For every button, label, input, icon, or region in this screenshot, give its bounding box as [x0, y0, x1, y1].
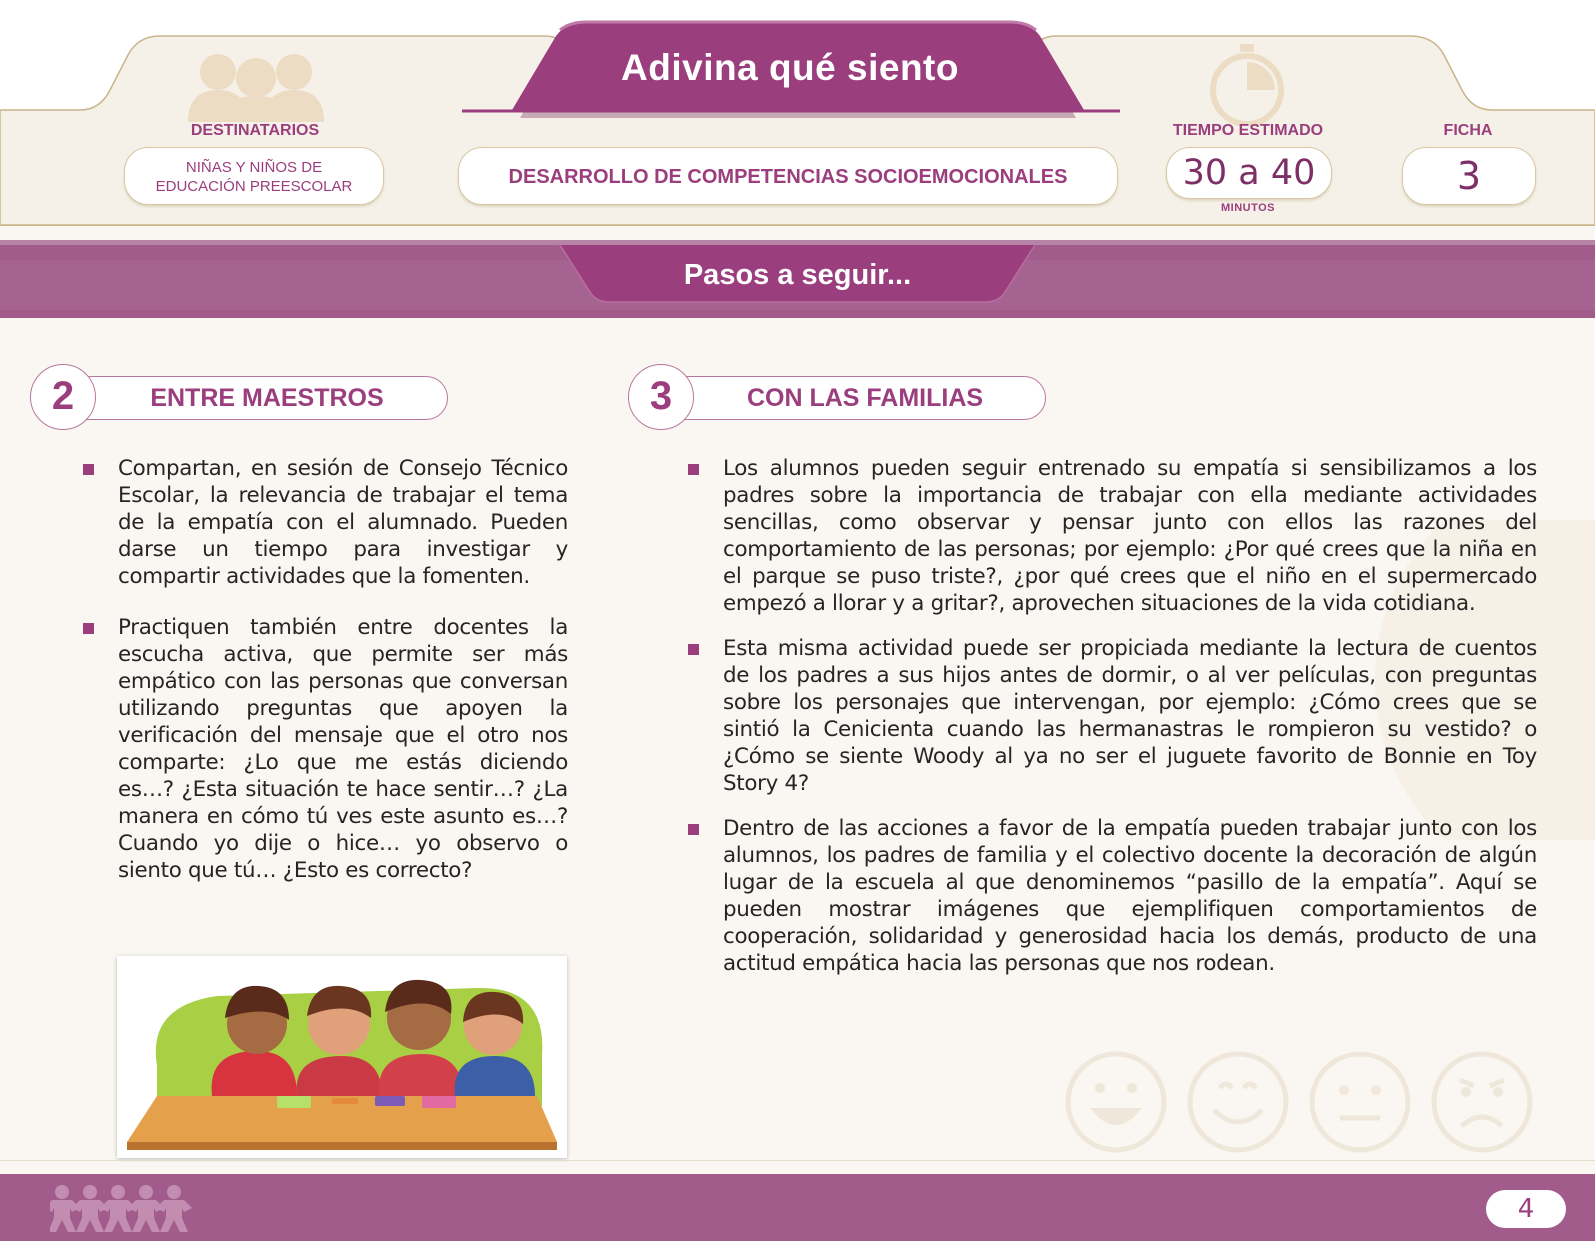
- section-title: CON LAS FAMILIAS: [684, 376, 1046, 420]
- entre-maestros-list: [118, 455, 568, 884]
- con-las-familias-list: [723, 455, 1537, 995]
- tiempo-unit: MINUTOS: [1220, 202, 1276, 214]
- list-item: Dentro de las acciones a favor de la empatía pueden trabajar junto con los alumnos, los padres de familia y el colectivo docente la decoración de algún lugar de la escuela al que denominemos “pasillo de la empatía”. Aquí se pueden mostrar imágenes que ejemplifiquen comportamientos de cooperación, solidaridad y generosidad hacia los demás, producto de una actitud empática hacia las personas que nos rodean.: [723, 815, 1537, 977]
- bullet-square-icon: [83, 464, 94, 475]
- destinatarios-label: DESTINATARIOS: [190, 122, 320, 139]
- list-item: Compartan, en sesión de Consejo Técnico Escolar, la relevancia de trabajar el tema de la empatía con el alumnado. Pueden darse un tiempo para investigar y compartir actividades que la fomenten.: [118, 455, 568, 590]
- bullet-square-icon: [83, 623, 94, 634]
- list-item: Los alumnos pueden seguir entrenado su empatía si sensibilizamos a los padres sobre la importancia de trabajar con ella mediante actividades sencillas, como observar y pensar junto con ellos las razones del comportamiento de las personas; por ejemplo: ¿Por qué crees que la niña en el parque se puso triste?, ¿por qué crees que el niño en el supermercado empezó a llorar y a gritar?, aprovechen situaciones de la vida cotidiana.: [723, 455, 1537, 617]
- destinatarios-pill: [124, 147, 384, 205]
- timer-icon: [1206, 44, 1288, 126]
- footer-divider: [0, 1160, 1595, 1161]
- tiempo-value: 30 a 40: [1166, 147, 1332, 199]
- section-number: 2: [30, 364, 96, 430]
- section-title: ENTRE MAESTROS: [86, 376, 448, 420]
- tiempo-label: TIEMPO ESTIMADO: [1172, 122, 1324, 139]
- section-number: 3: [628, 364, 694, 430]
- page-header: [0, 0, 1595, 226]
- destinatarios-line1: NIÑAS Y NIÑOS DE: [185, 159, 323, 176]
- pasos-title: Pasos a seguir...: [683, 259, 912, 291]
- activity-title: Adivina qué siento: [621, 47, 959, 88]
- people-icon: [188, 50, 324, 122]
- paper-chain-people-icon: [50, 1184, 195, 1234]
- ficha-value: 3: [1402, 147, 1536, 205]
- destinatarios-line2: EDUCACIÓN PREESCOLAR: [155, 178, 353, 195]
- list-item: Practiquen también entre docentes la escucha activa, que permite ser más empático con las personas que conversan utilizando preguntas que apoyen la verificación del mensaje que el otro nos comparte: ¿Lo que me estás diciendo es…? ¿Esta situación te hace sentir…? ¿La manera en cómo tú ves este asunto es…? Cuando yo dije o hice… yo observo o siento que tú… ¿Esto es correcto?: [118, 614, 568, 884]
- bullet-square-icon: [688, 824, 699, 835]
- children-illustration: [117, 956, 567, 1158]
- bullet-square-icon: [688, 464, 699, 475]
- ficha-label: FICHA: [1443, 122, 1493, 139]
- bullet-square-icon: [688, 644, 699, 655]
- page-footer: [0, 1174, 1595, 1241]
- page-number: 4: [1486, 1190, 1566, 1228]
- list-item: Esta misma actividad puede ser propiciada mediante la lectura de cuentos de los padres a sus hijos antes de dormir, o al ver películas, con preguntas sobre los personajes que intervengan, por ejemplo: ¿Cómo crees que se sintió la Cenicienta cuando las hermanastras le rompieron su vestido? o ¿Cómo se siente Woody al ya no ser el juguete favorito de Bonnie en Toy Story 4?: [723, 635, 1537, 797]
- competencia-pill: DESARROLLO DE COMPETENCIAS SOCIOEMOCIONALES: [458, 147, 1118, 205]
- emotion-faces-icon: [1064, 1050, 1544, 1154]
